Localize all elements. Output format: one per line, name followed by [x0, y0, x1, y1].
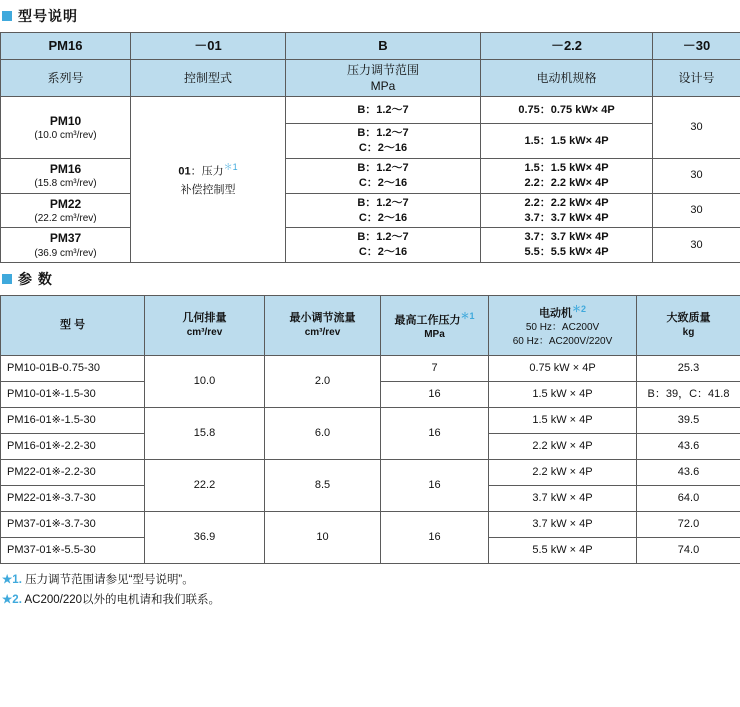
- table-row: [1, 460, 740, 486]
- footnote-2: [2, 591, 740, 611]
- cell-max-pressure: 16: [381, 460, 489, 512]
- header-mass-line2: kg: [640, 326, 737, 340]
- cell-displacement: 10.0: [145, 356, 265, 408]
- model-name: PM37: [4, 230, 127, 246]
- footnote-text-2: AC200/220以外的电机请和我们联系。: [24, 594, 220, 606]
- label-cell-pressure: [286, 60, 481, 97]
- footnote-text-1: 压力调节范围请参见“型号说明”。: [25, 574, 194, 586]
- header-motor: [489, 296, 637, 356]
- design-cell: 30: [653, 193, 740, 228]
- cell-min-flow: 8.5: [265, 460, 381, 512]
- cell-motor: 1.5 kW × 4P: [489, 408, 637, 434]
- cell-model: PM16-01※-1.5-30: [1, 408, 145, 434]
- pressure-cell: [286, 193, 481, 228]
- header-max-pressure-line2: MPa: [384, 328, 485, 342]
- model-displacement: (15.8 cm³/rev): [4, 177, 127, 191]
- pressure-cell: [286, 228, 481, 263]
- header-min-flow-line2: cm³/rev: [268, 326, 377, 340]
- label-cell-design: 设计号: [653, 60, 740, 97]
- motor-cell: [481, 228, 653, 263]
- square-bullet-icon: [2, 274, 12, 284]
- code-cell-series: PM16: [1, 33, 131, 60]
- header-motor-line2: 50 Hz：AC200V: [492, 321, 633, 335]
- motor-line: 3.7：3.7 kW× 4P: [484, 211, 649, 226]
- pressure-line: B：1.2～7: [289, 126, 477, 141]
- cell-max-pressure: 16: [381, 512, 489, 564]
- footnote-1: [2, 571, 740, 591]
- square-bullet-icon: [2, 11, 12, 21]
- model-name: PM22: [4, 196, 127, 212]
- footnote-marker: ＊2: [572, 304, 586, 314]
- table-row: [1, 408, 740, 434]
- pressure-cell: [286, 159, 481, 194]
- cell-motor: 2.2 kW × 4P: [489, 434, 637, 460]
- model-cell-pm16: [1, 159, 131, 194]
- code-cell-motor: －2.2: [481, 33, 653, 60]
- cell-mass: 43.6: [637, 434, 740, 460]
- pressure-line: C：2～16: [289, 176, 477, 191]
- model-description-table: [0, 32, 740, 263]
- cell-min-flow: 10: [265, 512, 381, 564]
- control-code: 01: [178, 166, 190, 178]
- pressure-line: B：1.2～7: [289, 161, 477, 176]
- cell-displacement: 15.8: [145, 408, 265, 460]
- parameters-table: [0, 295, 740, 564]
- pressure-line: B：1.2～7: [289, 103, 477, 118]
- code-cell-control: －01: [131, 33, 286, 60]
- document-page: [0, 6, 740, 707]
- header-mass: [637, 296, 740, 356]
- cell-max-pressure: 16: [381, 382, 489, 408]
- control-text: ：压力: [191, 166, 224, 178]
- code-cell-design: －30: [653, 33, 740, 60]
- footnote-marker: ＊1: [224, 162, 238, 172]
- label-pressure-line2: MPa: [289, 78, 477, 94]
- cell-displacement: 22.2: [145, 460, 265, 512]
- code-cell-pressure: B: [286, 33, 481, 60]
- label-cell-motor: 电动机规格: [481, 60, 653, 97]
- control-line1: [134, 160, 282, 181]
- motor-line: 2.2：2.2 kW× 4P: [484, 196, 649, 211]
- footnote-marker: ＊1: [460, 311, 474, 321]
- cell-max-pressure: 7: [381, 356, 489, 382]
- cell-mass: 43.6: [637, 460, 740, 486]
- cell-min-flow: 6.0: [265, 408, 381, 460]
- cell-min-flow: 2.0: [265, 356, 381, 408]
- control-type-cell: [131, 97, 286, 263]
- cell-displacement: 36.9: [145, 512, 265, 564]
- cell-model: PM16-01※-2.2-30: [1, 434, 145, 460]
- table-row: [1, 97, 740, 124]
- header-model: 型 号: [1, 296, 145, 356]
- cell-motor: 0.75 kW × 4P: [489, 356, 637, 382]
- header-max-pressure-text: 最高工作压力: [394, 314, 460, 326]
- cell-mass: 39.5: [637, 408, 740, 434]
- table-header-row: [1, 296, 740, 356]
- cell-model: PM22-01※-3.7-30: [1, 486, 145, 512]
- cell-motor: 2.2 kW × 4P: [489, 460, 637, 486]
- model-cell-pm10: [1, 97, 131, 159]
- pressure-line: C：2～16: [289, 141, 477, 156]
- cell-mass: 72.0: [637, 512, 740, 538]
- motor-line: 3.7：3.7 kW× 4P: [484, 230, 649, 245]
- footnote-marker-1: ★1.: [2, 574, 22, 586]
- motor-line: 1.5：1.5 kW× 4P: [484, 134, 649, 149]
- cell-model: PM22-01※-2.2-30: [1, 460, 145, 486]
- cell-mass: 74.0: [637, 538, 740, 564]
- header-displacement-line1: 几何排量: [148, 311, 261, 326]
- cell-model: PM10-01※-1.5-30: [1, 382, 145, 408]
- model-cell-pm37: [1, 228, 131, 263]
- label-cell-control: 控制型式: [131, 60, 286, 97]
- table-row: [1, 512, 740, 538]
- header-max-pressure-line1: [384, 310, 485, 329]
- cell-motor: 5.5 kW × 4P: [489, 538, 637, 564]
- design-cell: 30: [653, 159, 740, 194]
- design-cell: 30: [653, 97, 740, 159]
- header-displacement: [145, 296, 265, 356]
- table-row-labels: [1, 60, 740, 97]
- pressure-line: C：2～16: [289, 245, 477, 260]
- motor-line: 1.5：1.5 kW× 4P: [484, 161, 649, 176]
- motor-cell: [481, 124, 653, 159]
- model-displacement: (22.2 cm³/rev): [4, 212, 127, 226]
- control-line2: 补偿控制型: [134, 182, 282, 200]
- section-heading-parameters: [2, 269, 740, 289]
- footnote-marker-2: ★2.: [2, 594, 22, 606]
- pressure-line: B：1.2～7: [289, 196, 477, 211]
- pressure-line: C：2～16: [289, 211, 477, 226]
- motor-line: 0.75：0.75 kW× 4P: [484, 103, 649, 118]
- cell-mass: B：39，C：41.8: [637, 382, 740, 408]
- cell-model: PM37-01※-3.7-30: [1, 512, 145, 538]
- motor-cell: [481, 97, 653, 124]
- section-title-text: 参 数: [18, 269, 53, 289]
- section-heading-model-description: [2, 6, 740, 26]
- motor-line: 5.5：5.5 kW× 4P: [484, 245, 649, 260]
- header-displacement-line2: cm³/rev: [148, 326, 261, 340]
- footnotes: [2, 571, 740, 610]
- cell-model: PM10-01B-0.75-30: [1, 356, 145, 382]
- cell-motor: 3.7 kW × 4P: [489, 486, 637, 512]
- header-min-flow: [265, 296, 381, 356]
- motor-cell: [481, 193, 653, 228]
- label-cell-series: 系列号: [1, 60, 131, 97]
- cell-model: PM37-01※-5.5-30: [1, 538, 145, 564]
- header-max-pressure: [381, 296, 489, 356]
- cell-mass: 25.3: [637, 356, 740, 382]
- header-min-flow-line1: 最小调节流量: [268, 311, 377, 326]
- label-pressure-line1: 压力调节范围: [289, 62, 477, 78]
- model-cell-pm22: [1, 193, 131, 228]
- model-name: PM16: [4, 161, 127, 177]
- header-motor-text: 电动机: [539, 308, 572, 320]
- section-title-text: 型号说明: [18, 6, 78, 26]
- cell-motor: 3.7 kW × 4P: [489, 512, 637, 538]
- pressure-cell: [286, 97, 481, 124]
- header-mass-line1: 大致质量: [640, 311, 737, 326]
- table-row-codes: [1, 33, 740, 60]
- model-displacement: (36.9 cm³/rev): [4, 247, 127, 261]
- table-row: [1, 356, 740, 382]
- cell-max-pressure: 16: [381, 408, 489, 460]
- cell-mass: 64.0: [637, 486, 740, 512]
- pressure-cell: [286, 124, 481, 159]
- design-cell: 30: [653, 228, 740, 263]
- motor-line: 2.2：2.2 kW× 4P: [484, 176, 649, 191]
- pressure-line: B：1.2～7: [289, 230, 477, 245]
- cell-motor: 1.5 kW × 4P: [489, 382, 637, 408]
- model-displacement: (10.0 cm³/rev): [4, 129, 127, 143]
- model-name: PM10: [4, 113, 127, 129]
- header-motor-line3: 60 Hz：AC200V/220V: [492, 335, 633, 349]
- header-motor-line1: [492, 303, 633, 322]
- motor-cell: [481, 159, 653, 194]
